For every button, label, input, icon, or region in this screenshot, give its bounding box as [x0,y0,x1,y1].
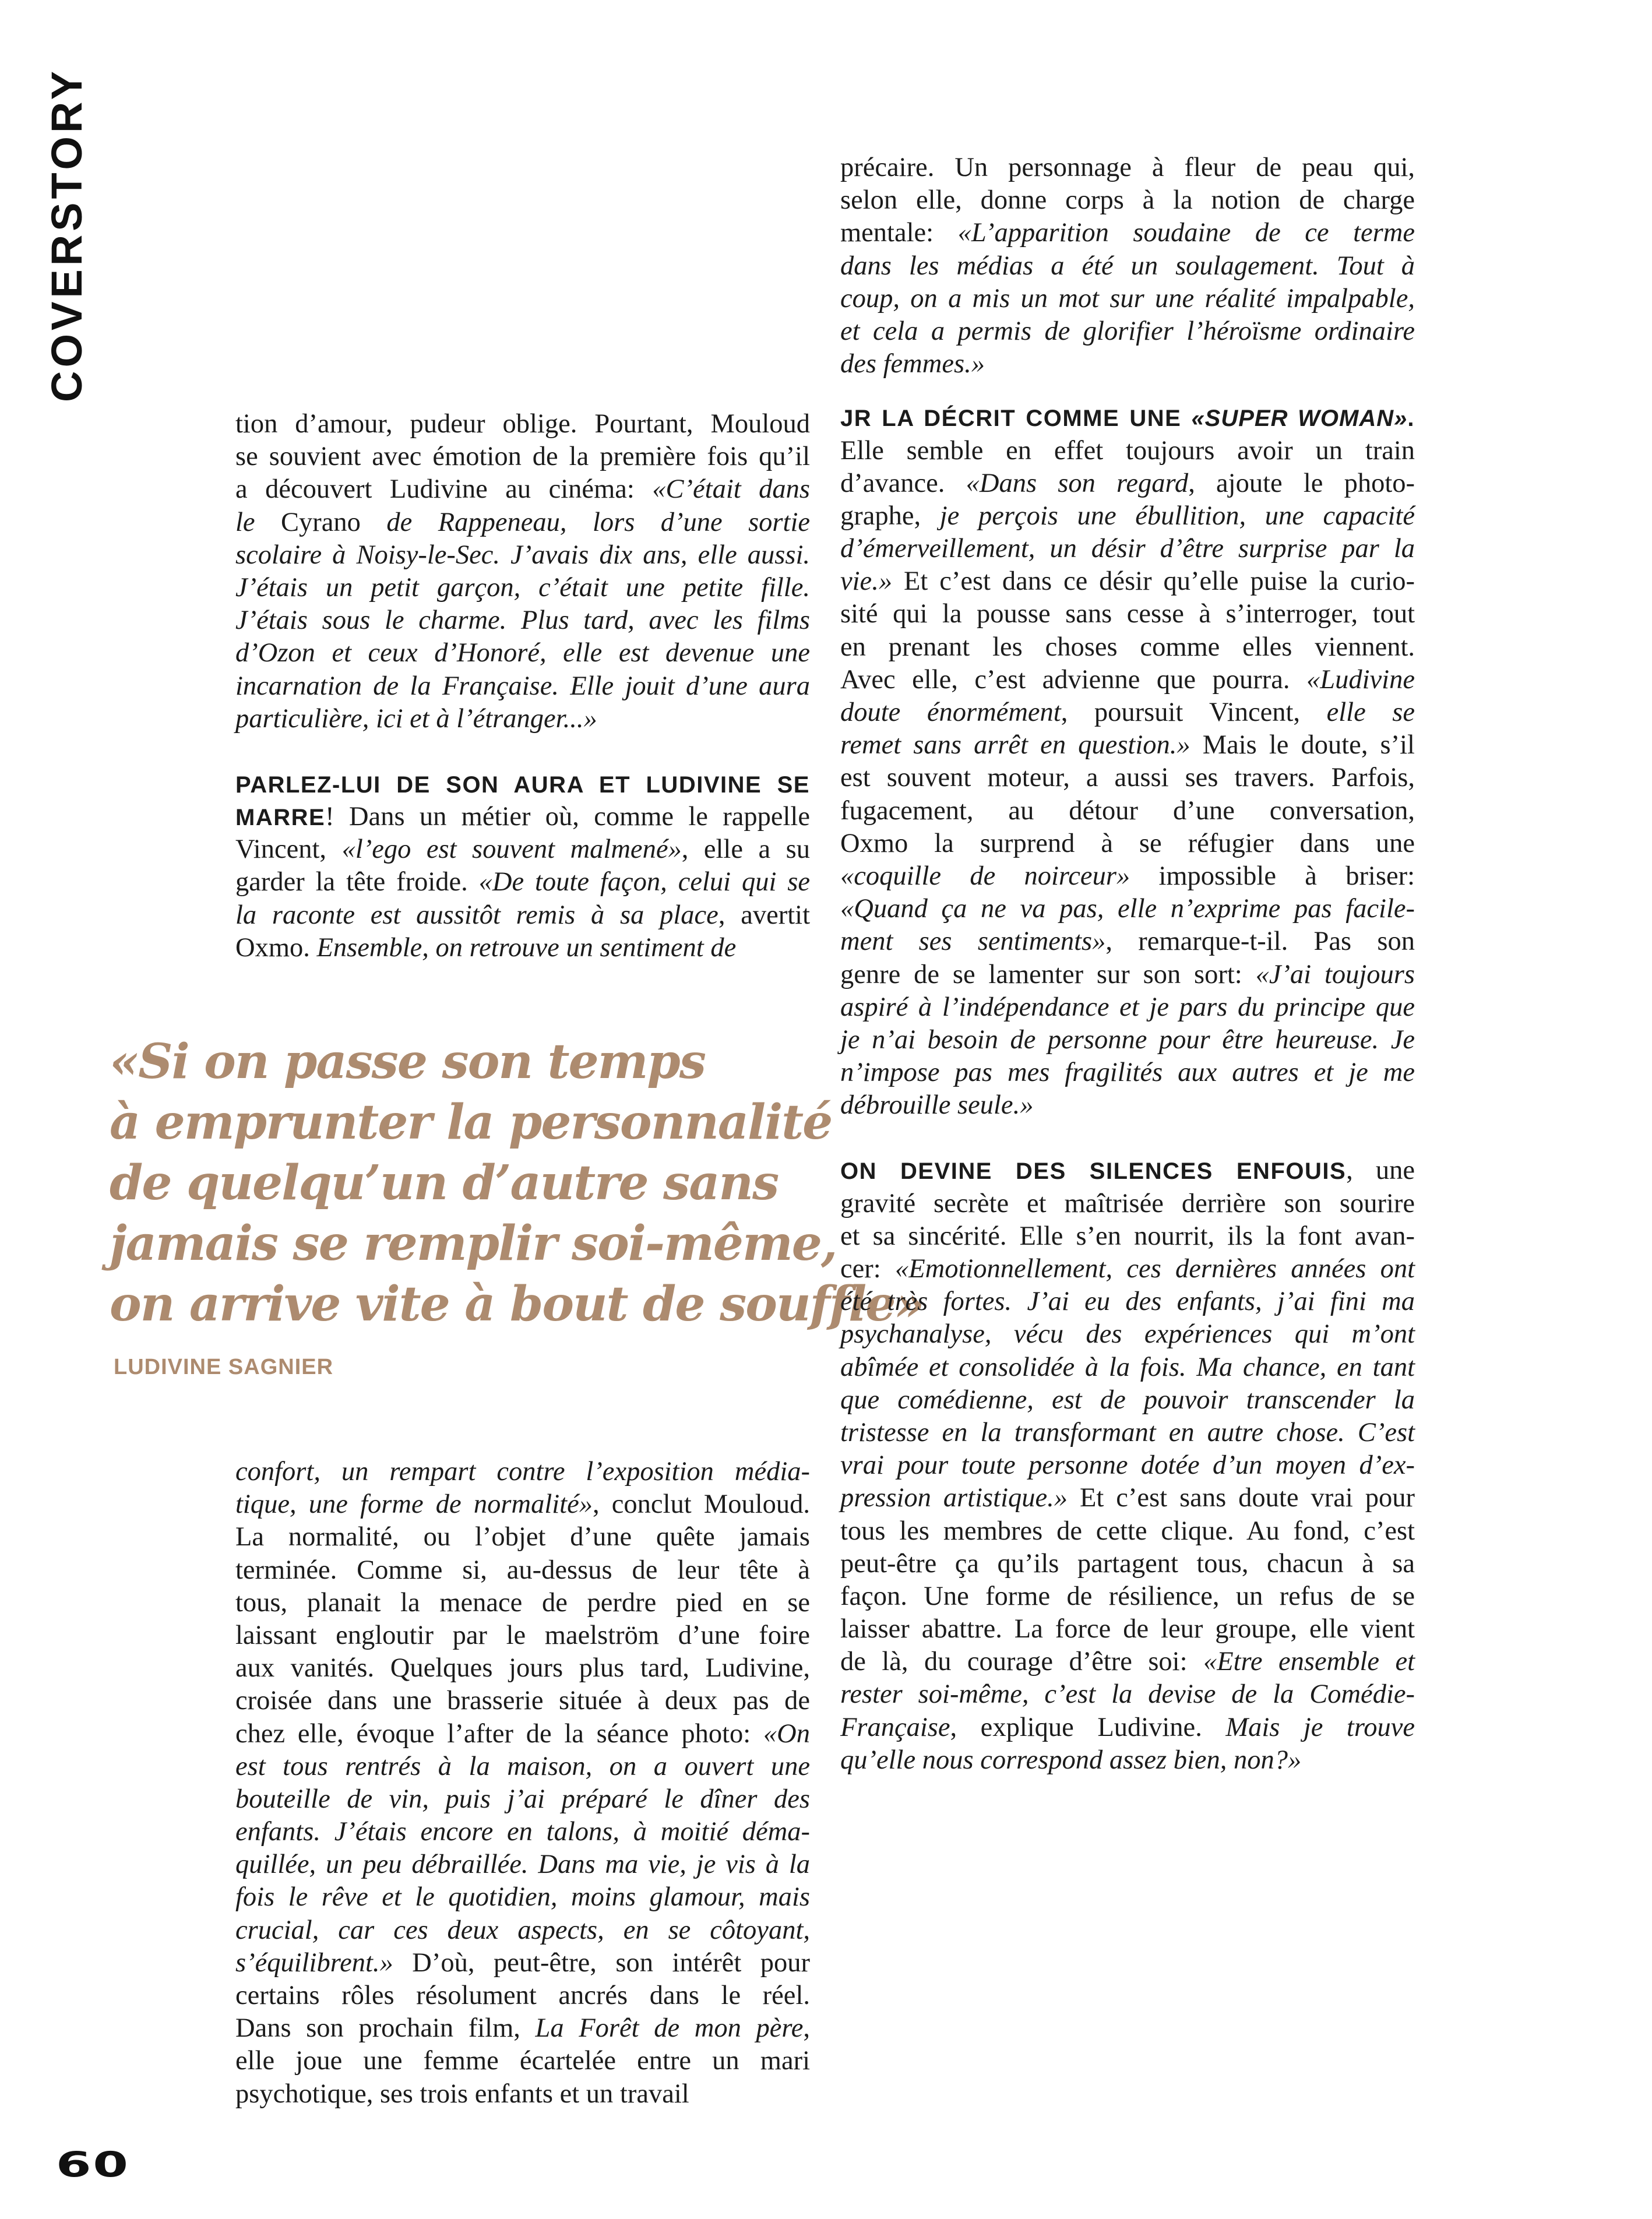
pull-quote-line: «Si on passe son temps [110,1034,705,1090]
body-text: d’avance. [840,468,966,498]
body-text: a découvert Ludivine au cinéma: [235,474,653,505]
italic-quote: «Dans son regard [966,468,1189,498]
italic-quote: coup, on a mis un mot sur une réalité impalpable, [840,283,1415,314]
text-line [840,827,1415,860]
italic-quote: quillée, un peu débraillée. Dans ma vie, je vis à la [235,1850,810,1880]
text-line [840,1351,1415,1384]
lead-in-caps: PARLEZ-LUI DE SON AURA ET LUDIVINE SE [235,772,810,798]
italic-quote: «J’ai toujours [1255,959,1415,989]
italic-quote: particulière, ici et à l’étranger...» [235,703,597,734]
text-line [235,2012,810,2045]
body-text: terminée. Comme si, au-dessus de leur tête à [235,1555,810,1585]
body-text: se souvient avec émotion de la première fois qu’il [235,442,810,472]
body-text: psychotique, ses trois enfants et un travail [235,2079,689,2109]
text-line [840,1253,1415,1285]
body-text: graphe, [840,501,940,531]
body-text: La normalité, ou l’objet d’une quête jamais [235,1522,810,1552]
body-text: , une [1346,1156,1415,1186]
text-line [235,1619,810,1652]
text-line [235,408,810,441]
italic-quote: de Rappeneau, lors d’une sortie [360,507,810,537]
lead-in-caps: «SUPER WOMAN» [1191,406,1408,432]
text-line [840,1188,1415,1220]
body-text: Elle semble en effet toujours avoir un train [840,435,1415,466]
text-line [840,925,1415,958]
text-line [235,572,810,604]
text-line [840,795,1415,827]
pull-quote-line: à emprunter la personnalité [110,1094,832,1150]
body-text: ! Dans un métier où, comme le rappelle [325,802,810,832]
text-line [235,441,810,473]
text-line [840,565,1415,598]
text-line [840,1711,1415,1744]
italic-quote: d’Ozon et ceux d’Honoré, elle est devenue une [235,638,810,668]
body-text: elle joue une femme écartelée entre un mari [235,2046,810,2076]
italic-quote: Mais je trouve [1225,1712,1415,1742]
body-text: croisée dans une brasserie située à deux pas de [235,1686,810,1716]
text-line [840,1384,1415,1417]
italic-quote: J’étais un petit garçon, c’était une petite fille. [235,572,810,603]
text-line [840,664,1415,696]
paragraph-gap [840,1122,1415,1154]
italic-quote: et cela a permis de glorifier l’héroïsme ordinaire [840,316,1415,346]
italic-quote: la raconte est aussitôt remis à sa place [235,900,718,930]
text-line [235,1816,810,1848]
italic-quote: vrai pour toute personne dotée d’un moyen d’ex- [840,1450,1415,1481]
body-text: Cyrano [281,507,361,537]
text-line [840,1548,1415,1580]
italic-quote: «l’ego est souvent malmené» [341,834,682,865]
italic-quote: incarnation de la Française. Elle jouit d’une aura [235,671,810,701]
body-text: et sa sincérité. Elle s’en nourrit, ils la font avan- [840,1221,1415,1251]
article-column-left-bottom [235,1456,810,2111]
text-line [840,991,1415,1024]
italic-quote: ment ses sentiments» [840,927,1106,957]
text-line [235,637,810,670]
text-line [840,152,1415,184]
body-text: Avec elle, c’est advienne que pourra. [840,664,1307,695]
text-line [840,467,1415,500]
italic-quote: Ensemble, on retrouve un sentiment de [316,932,737,963]
italic-quote: crucial, car ces deux aspects, en se côtoyant, [235,1915,810,1945]
text-line [235,1456,810,1488]
italic-quote: est tous rentrés à la maison, on a ouvert une [235,1751,810,1781]
italic-quote: «Etre ensemble et [1203,1647,1415,1677]
text-line [235,2078,810,2111]
text-line [235,833,810,866]
text-line [235,473,810,506]
text-line [840,598,1415,631]
section-kicker: COVERSTORY [43,68,91,402]
text-line [840,1285,1415,1318]
italic-quote: «Ludivine [1306,664,1415,695]
article-column-left-top [235,408,810,964]
text-line [840,401,1415,434]
body-text: de là, du courage d’être soi: [840,1647,1203,1677]
body-text: chez elle, évoque l’after de la séance photo: [235,1718,763,1749]
body-text: genre de se lamenter sur son sort: [840,959,1256,989]
italic-quote: remet sans arrêt en question.» [840,730,1190,760]
body-text: Dans son prochain film, [235,2013,536,2044]
body-text: impossible à briser: [1130,861,1415,891]
text-line [840,1089,1415,1122]
text-line [840,1220,1415,1253]
text-line [840,1154,1415,1187]
body-text: Et c’est sans doute vrai pour [1068,1483,1415,1513]
italic-quote: elle se [1326,698,1415,727]
text-line [840,348,1415,381]
italic-quote: «C’était dans [652,474,810,505]
italic-quote: «L’apparition soudaine de ce terme [957,218,1415,248]
text-line [235,801,810,833]
text-line [840,893,1415,925]
italic-quote: tique, une forme de normalité» [235,1489,593,1520]
text-line [235,2045,810,2077]
body-text: sité qui la pousse sans cesse à s’interroger, tout [840,599,1415,629]
body-text: , avertit [718,900,810,930]
page-number: 60 [56,2144,130,2185]
text-line [840,959,1415,991]
text-line [235,1848,810,1881]
italic-quote: pression artistique.» [840,1483,1068,1513]
text-line [235,604,810,637]
italic-quote: J’étais sous le charme. Plus tard, avec les films [235,605,810,636]
body-text: précaire. Un personnage à fleur de peau qui, [840,153,1415,182]
text-line [840,1024,1415,1056]
paragraph-gap [235,735,810,768]
italic-quote: été très fortes. J’ai eu des enfants, j’ai fini ma [840,1287,1415,1317]
italic-quote: «On [763,1718,810,1749]
text-line [235,768,810,801]
text-line [840,1613,1415,1646]
text-line [840,1744,1415,1777]
italic-quote: Française [840,1712,950,1742]
pull-quote-line: jamais se remplir soi-même, [110,1216,837,1271]
lead-in-caps: . [1407,406,1415,432]
italic-quote: qu’elle nous correspond assez bien, non?» [840,1745,1302,1775]
italic-quote: le [235,507,281,537]
body-text: tous les membres de cette clique. Au fond, c’est [840,1516,1415,1546]
text-line [840,631,1415,664]
italic-quote: n’impose pas mes fragilités aux autres et je me [840,1058,1415,1088]
italic-quote: que comédienne, est de pouvoir transcender la [840,1385,1415,1415]
body-text: Oxmo. [235,932,317,963]
lead-in-caps: JR LA DÉCRIT COMME UNE [840,406,1192,432]
body-text: Mais le doute, s’il [1190,730,1415,760]
lead-in-caps: MARRE [235,805,326,831]
text-line [235,866,810,899]
text-line [840,1580,1415,1613]
pull-quote-line: de quelqu’un d’autre sans [110,1155,779,1211]
text-line [840,500,1415,533]
text-line [235,1718,810,1750]
body-text: cer: [840,1254,895,1284]
paragraph-gap [840,381,1415,401]
body-text: façon. Une forme de résilience, un refus de se [840,1581,1415,1611]
text-line [840,729,1415,762]
italic-quote: aspiré à l’indépendance et je pars du principe que [840,992,1415,1022]
body-text: , explique Ludivine. [950,1712,1226,1742]
body-text: selon elle, donne corps à la notion de charge [840,185,1415,216]
text-line [840,283,1415,315]
text-line [235,1685,810,1717]
italic-quote: dans les médias a été un soulagement. Tout à [840,251,1415,281]
text-line [840,1417,1415,1449]
text-line [235,1980,810,2012]
body-text: D’où, peut-être, son intérêt pour [393,1947,810,1978]
body-text: garder la tête froide. [235,867,479,897]
text-line [840,184,1415,217]
italic-quote: confort, un rempart contre l’exposition média- [235,1457,810,1487]
text-line [840,762,1415,794]
italic-quote: «Quand ça ne va pas, elle n’exprime pas facile- [840,894,1415,924]
body-text: aux vanités. Quelques jours plus tard, Ludivine, [235,1653,810,1683]
text-line [840,533,1415,565]
text-line [840,1515,1415,1548]
body-text: , conclut Mouloud. [592,1489,810,1520]
italic-quote: débrouille seule.» [840,1090,1034,1121]
body-text: gravité secrète et maîtrisée derrière son sourire [840,1188,1415,1218]
italic-quote: La Forêt de mon père [535,2013,804,2044]
italic-quote: fois le rêve et le quotidien, moins glamour, mais [235,1882,810,1912]
text-line [235,670,810,703]
text-line [235,703,810,735]
italic-quote: «coquille de noirceur» [840,861,1130,891]
text-line [840,1482,1415,1514]
text-line [235,539,810,572]
italic-quote: doute énormément [840,698,1061,727]
italic-quote: abîmée et consolidée à la fois. Ma chance, en tant [840,1352,1415,1382]
body-text: est souvent moteur, a aussi ses travers. Parfois, [840,763,1415,793]
text-line [840,696,1415,729]
body-text: Oxmo la surprend à se réfugier dans une [840,828,1415,858]
article-column-right [840,152,1415,1777]
italic-quote: vie.» [840,566,893,597]
italic-quote: bouteille de vin, puis j’ai préparé le dîner des [235,1784,810,1814]
italic-quote: d’émerveillement, un désir d’être surprise par la [840,534,1415,564]
italic-quote: s’équilibrent.» [235,1947,393,1978]
italic-quote: «Emotionnellement, ces dernières années ont [894,1254,1415,1284]
italic-quote: rester soi-même, c’est la devise de la Comédie- [840,1679,1415,1710]
body-text: en prenant les choses comme elles viennent. [840,632,1415,662]
body-text: tion d’amour, pudeur oblige. Pourtant, Mouloud [235,409,810,439]
text-line [840,1449,1415,1482]
text-line [235,1554,810,1587]
text-line [840,1646,1415,1678]
text-line [235,1488,810,1521]
text-line [235,1947,810,1980]
italic-quote: tristesse en la transformant en autre chose. C’est [840,1417,1415,1447]
italic-quote: je perçois une ébullition, une capacité [939,501,1415,531]
text-line [235,899,810,932]
italic-quote: des femmes.» [840,349,985,379]
body-text: mentale: [840,218,958,248]
text-line [840,1318,1415,1351]
body-text: , poursuit Vincent, [1061,698,1327,727]
text-line [840,315,1415,348]
body-text: fugacement, au détour d’une conversation, [840,795,1415,826]
italic-quote: enfants. J’étais encore en talons, à moitié déma- [235,1817,810,1847]
body-text: tous, planait la menace de perdre pied en se [235,1587,810,1618]
body-text: , ajoute le photo- [1188,468,1415,498]
body-text: , remarque-t-il. Pas son [1105,927,1415,957]
body-text: , [803,2013,810,2044]
lead-in-caps: ON DEVINE DES SILENCES ENFOUIS [840,1158,1347,1185]
italic-quote: psychanalyse, vécu des expériences qui m’ont [840,1319,1415,1350]
text-line [840,217,1415,249]
pull-quote-line: on arrive vite à bout de souffle» [110,1276,924,1332]
italic-quote: «De toute façon, celui qui se [478,867,810,897]
body-text: Et c’est dans ce désir qu’elle puise la curio- [892,566,1415,597]
text-line [840,435,1415,467]
text-line [840,1056,1415,1089]
body-text: peut-être ça qu’ils partagent tous, chacun à sa [840,1548,1415,1579]
text-line [235,1914,810,1947]
text-line [840,250,1415,283]
italic-quote: je n’ai besoin de personne pour être heureuse. Je [840,1024,1415,1055]
text-line [235,1750,810,1783]
text-line [235,1587,810,1619]
body-text: Vincent, [235,834,342,865]
body-text: , elle a su [681,834,810,865]
text-line [235,932,810,964]
text-line [235,1521,810,1554]
text-line [235,506,810,539]
text-line [840,1678,1415,1711]
text-line [235,1881,810,1914]
body-text: certains rôles résolument ancrés dans le réel. [235,1981,810,2010]
italic-quote: scolaire à Noisy-le-Sec. J’avais dix ans, elle aussi. [235,540,810,570]
pull-quote-author: LUDIVINE SAGNIER [114,1355,334,1379]
body-text: laissant engloutir par le maelström d’une foire [235,1620,810,1650]
text-line [235,1652,810,1685]
text-line [235,1783,810,1816]
text-line [840,860,1415,893]
body-text: laisser abattre. La force de leur groupe, elle vient [840,1614,1415,1644]
